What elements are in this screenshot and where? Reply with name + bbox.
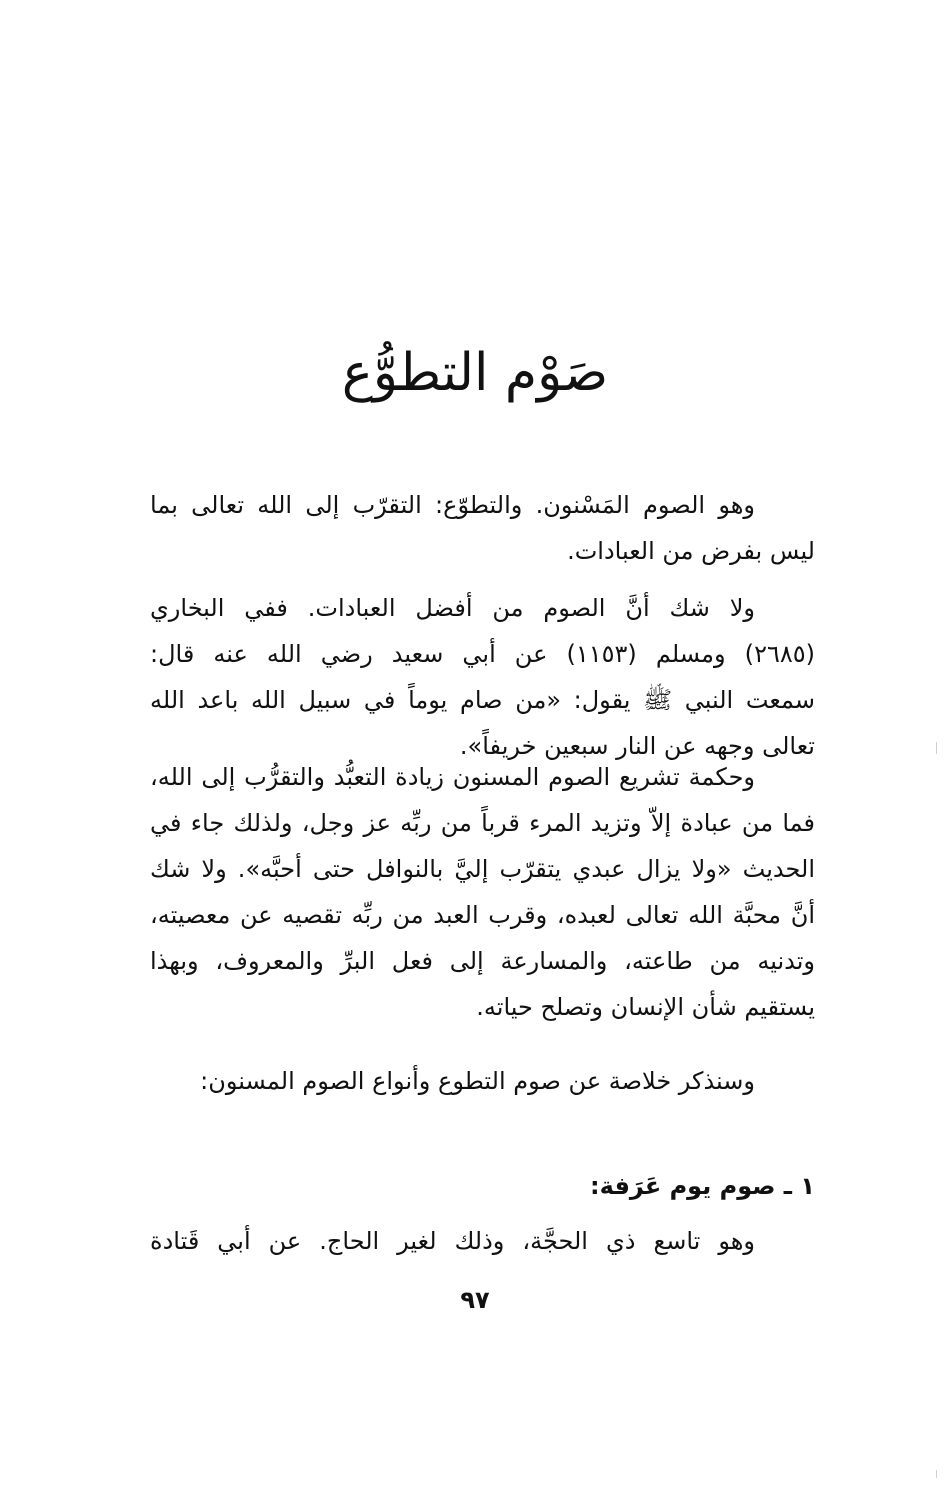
text-line: سمعت النبي ﷺ يقول: «من صام يوماً في سبيل الله باعد الله — [150, 686, 815, 714]
text-line: ليس بفرض من العبادات. — [567, 537, 815, 565]
text-line: وهو تاسع ذي الحجَّة، وذلك لغير الحاج. عن أبي قَتادة — [150, 1227, 755, 1255]
page-number: ٩٧ — [460, 1286, 490, 1314]
paragraph-arafah — [150, 1218, 815, 1264]
paragraph-definition — [150, 482, 815, 574]
scan-margin-mark — [936, 1470, 937, 1478]
text-line: يستقيم شأن الإنسان وتصلح حياته. — [476, 993, 815, 1021]
paragraph-wisdom — [150, 754, 815, 1030]
paragraph-intro-list — [150, 1058, 815, 1104]
text-line: أنَّ محبَّة الله تعالى لعبده، وقرب العبد من ربِّه تقصيه عن معصيته، — [150, 901, 815, 929]
text-line: وهو الصوم المَسْنون. والتطوّع: التقرّب إلى الله تعالى بما — [150, 491, 755, 519]
text-line: ولا شك أنَّ الصوم من أفضل العبادات. ففي البخاري — [150, 594, 755, 622]
paragraph-virtue — [150, 585, 815, 769]
text-line: الحديث «ولا يزال عبدي يتقرّب إليَّ بالنوافل حتى أحبَّه». ولا شك — [150, 855, 815, 883]
text-line: وسنذكر خلاصة عن صوم التطوع وأنواع الصوم المسنون: — [200, 1067, 755, 1095]
scan-margin-mark — [936, 742, 937, 754]
text-line: (٢٦٨٥) ومسلم (١١٥٣) عن أبي سعيد رضي الله عنه قال: — [150, 640, 815, 668]
text-line: فما من عبادة إلاّ وتزيد المرء قرباً من ربِّه عز وجل، ولذلك جاء في — [150, 809, 815, 837]
text-line: وتدنيه من طاعته، والمسارعة إلى فعل البرِّ والمعروف، وبهذا — [150, 947, 815, 975]
text-line: تعالى وجهه عن النار سبعين خريفاً». — [459, 732, 815, 760]
chapter-title: صَوْم التطوُّع — [341, 343, 609, 403]
text-line: وحكمة تشريع الصوم المسنون زيادة التعبُّد والتقرُّب إلى الله، — [150, 763, 755, 791]
section-heading-arafah: ١ ـ صوم يوم عَرَفة: — [590, 1172, 815, 1200]
